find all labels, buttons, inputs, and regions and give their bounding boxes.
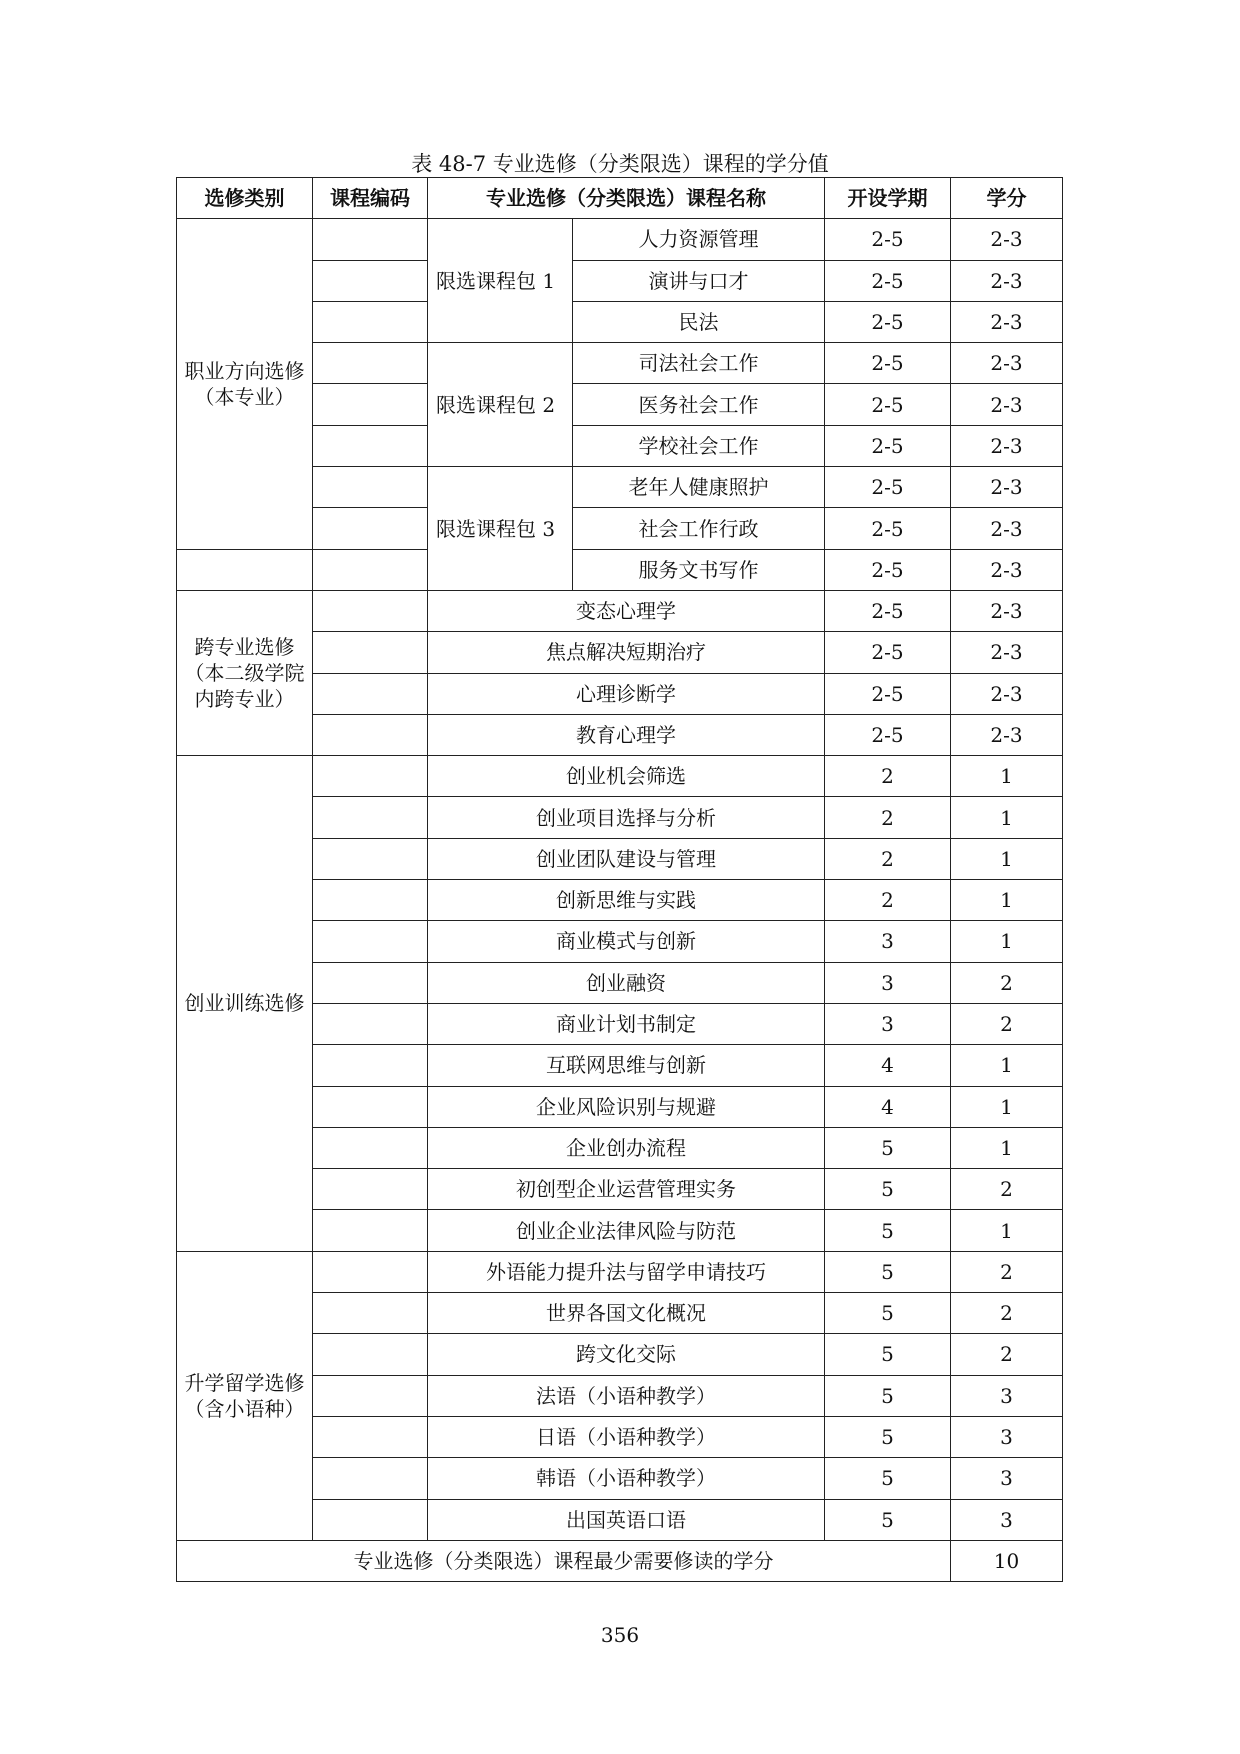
semester-cell: 2 bbox=[825, 797, 951, 838]
course-name-cell: 社会工作行政 bbox=[573, 508, 825, 549]
credit-cell: 1 bbox=[951, 1045, 1063, 1086]
credit-cell: 2-3 bbox=[951, 549, 1063, 590]
course-code-cell bbox=[313, 343, 428, 384]
course-code-cell bbox=[313, 756, 428, 797]
course-code-cell bbox=[313, 714, 428, 755]
course-code-cell bbox=[313, 880, 428, 921]
semester-cell: 2 bbox=[825, 880, 951, 921]
semester-cell: 5 bbox=[825, 1458, 951, 1499]
course-name-cell: 焦点解决短期治疗 bbox=[428, 632, 825, 673]
category-cell bbox=[177, 1251, 313, 1540]
credit-cell: 2 bbox=[951, 1169, 1063, 1210]
course-name-cell: 创业团队建设与管理 bbox=[428, 838, 825, 879]
credit-cell: 2-3 bbox=[951, 301, 1063, 342]
table-row bbox=[177, 549, 1063, 590]
course-code-cell bbox=[313, 1416, 428, 1457]
table-row bbox=[177, 756, 1063, 797]
credit-cell: 1 bbox=[951, 1127, 1063, 1168]
credit-cell: 2-3 bbox=[951, 425, 1063, 466]
credit-table bbox=[176, 177, 1063, 1582]
credit-cell: 2-3 bbox=[951, 632, 1063, 673]
category-cell bbox=[177, 756, 313, 1252]
table-caption: 表 48-7 专业选修（分类限选）课程的学分值 bbox=[411, 152, 829, 176]
semester-cell: 2-5 bbox=[825, 549, 951, 590]
total-label: 专业选修（分类限选）课程最少需要修读的学分 bbox=[177, 1540, 951, 1581]
course-name-cell: 企业风险识别与规避 bbox=[428, 1086, 825, 1127]
course-name-cell: 变态心理学 bbox=[428, 590, 825, 631]
course-name-cell: 日语（小语种教学） bbox=[428, 1416, 825, 1457]
semester-cell: 5 bbox=[825, 1334, 951, 1375]
credit-cell: 2-3 bbox=[951, 343, 1063, 384]
course-code-cell bbox=[313, 425, 428, 466]
credit-cell: 2-3 bbox=[951, 508, 1063, 549]
course-name-cell: 教育心理学 bbox=[428, 714, 825, 755]
category-line: （含小语种） bbox=[184, 1396, 305, 1421]
semester-cell: 3 bbox=[825, 962, 951, 1003]
course-name-cell: 外语能力提升法与留学申请技巧 bbox=[428, 1251, 825, 1292]
course-code-cell bbox=[313, 962, 428, 1003]
semester-cell: 2-5 bbox=[825, 632, 951, 673]
course-name-cell: 创业企业法律风险与防范 bbox=[428, 1210, 825, 1251]
credit-cell: 2-3 bbox=[951, 384, 1063, 425]
credit-cell: 2-3 bbox=[951, 714, 1063, 755]
semester-cell: 2-5 bbox=[825, 384, 951, 425]
course-name-cell: 人力资源管理 bbox=[573, 219, 825, 260]
semester-cell: 5 bbox=[825, 1169, 951, 1210]
credit-cell: 2 bbox=[951, 1334, 1063, 1375]
credit-cell: 3 bbox=[951, 1375, 1063, 1416]
course-code-cell bbox=[313, 1086, 428, 1127]
course-name-cell: 跨文化交际 bbox=[428, 1334, 825, 1375]
category-line: 跨专业选修 bbox=[194, 635, 295, 660]
course-name-cell: 民法 bbox=[573, 301, 825, 342]
course-code-cell bbox=[313, 921, 428, 962]
course-code-cell bbox=[313, 1210, 428, 1251]
course-code-cell bbox=[313, 1251, 428, 1292]
course-name-cell: 商业计划书制定 bbox=[428, 1003, 825, 1044]
course-name-cell: 企业创办流程 bbox=[428, 1127, 825, 1168]
category-cell bbox=[177, 590, 313, 755]
semester-cell: 4 bbox=[825, 1045, 951, 1086]
header-credit: 学分 bbox=[951, 178, 1063, 219]
course-name-cell: 演讲与口才 bbox=[573, 260, 825, 301]
semester-cell: 5 bbox=[825, 1375, 951, 1416]
course-code-cell bbox=[313, 219, 428, 260]
course-name-cell: 初创型企业运营管理实务 bbox=[428, 1169, 825, 1210]
course-code-cell bbox=[313, 260, 428, 301]
course-name-cell: 互联网思维与创新 bbox=[428, 1045, 825, 1086]
semester-cell: 2-5 bbox=[825, 508, 951, 549]
course-name-cell: 商业模式与创新 bbox=[428, 921, 825, 962]
semester-cell: 5 bbox=[825, 1293, 951, 1334]
course-code-cell bbox=[313, 1334, 428, 1375]
course-code-cell bbox=[313, 590, 428, 631]
credit-cell: 1 bbox=[951, 756, 1063, 797]
header-row bbox=[177, 178, 1063, 219]
course-code-cell bbox=[313, 1375, 428, 1416]
page-number: 356 bbox=[600, 1623, 640, 1647]
header-category: 选修类别 bbox=[177, 178, 313, 219]
credit-cell: 3 bbox=[951, 1458, 1063, 1499]
credit-cell: 1 bbox=[951, 797, 1063, 838]
credit-cell: 1 bbox=[951, 1086, 1063, 1127]
category-line: 内跨专业） bbox=[194, 687, 295, 712]
category-line: 职业方向选修 bbox=[184, 358, 305, 383]
credit-cell: 2-3 bbox=[951, 673, 1063, 714]
course-code-cell bbox=[313, 384, 428, 425]
semester-cell: 2-5 bbox=[825, 260, 951, 301]
semester-cell: 2-5 bbox=[825, 219, 951, 260]
credit-cell: 1 bbox=[951, 921, 1063, 962]
semester-cell: 3 bbox=[825, 1003, 951, 1044]
table-row bbox=[177, 590, 1063, 631]
credit-cell: 2 bbox=[951, 962, 1063, 1003]
credit-cell: 1 bbox=[951, 1210, 1063, 1251]
semester-cell: 2-5 bbox=[825, 714, 951, 755]
header-name: 专业选修（分类限选）课程名称 bbox=[428, 178, 825, 219]
credit-cell: 2-3 bbox=[951, 467, 1063, 508]
credit-cell: 2 bbox=[951, 1003, 1063, 1044]
course-name-cell: 创业机会筛选 bbox=[428, 756, 825, 797]
course-code-cell bbox=[313, 797, 428, 838]
semester-cell: 5 bbox=[825, 1210, 951, 1251]
semester-cell: 5 bbox=[825, 1251, 951, 1292]
credit-cell: 1 bbox=[951, 838, 1063, 879]
course-code-cell bbox=[313, 838, 428, 879]
course-name-cell: 服务文书写作 bbox=[573, 549, 825, 590]
semester-cell: 2-5 bbox=[825, 673, 951, 714]
semester-cell: 2-5 bbox=[825, 343, 951, 384]
package-cell: 限选课程包 3 bbox=[428, 467, 573, 591]
course-code-cell bbox=[313, 508, 428, 549]
category-line: 创业训练选修 bbox=[184, 991, 305, 1016]
course-code-cell bbox=[313, 549, 428, 590]
package-cell: 限选课程包 2 bbox=[428, 343, 573, 467]
semester-cell: 2-5 bbox=[825, 590, 951, 631]
course-name-cell: 学校社会工作 bbox=[573, 425, 825, 466]
course-code-cell bbox=[313, 673, 428, 714]
course-name-cell: 医务社会工作 bbox=[573, 384, 825, 425]
semester-cell: 2-5 bbox=[825, 467, 951, 508]
package-cell: 限选课程包 1 bbox=[428, 219, 573, 343]
semester-cell: 4 bbox=[825, 1086, 951, 1127]
credit-cell: 2 bbox=[951, 1293, 1063, 1334]
semester-cell: 2 bbox=[825, 838, 951, 879]
course-code-cell bbox=[313, 467, 428, 508]
course-code-cell bbox=[313, 1499, 428, 1540]
category-line: （本专业） bbox=[194, 384, 295, 409]
course-name-cell: 创新思维与实践 bbox=[428, 880, 825, 921]
credit-cell: 3 bbox=[951, 1416, 1063, 1457]
course-code-cell bbox=[313, 1045, 428, 1086]
category-cell bbox=[177, 219, 313, 549]
header-code: 课程编码 bbox=[313, 178, 428, 219]
course-name-cell: 老年人健康照护 bbox=[573, 467, 825, 508]
credit-cell: 2 bbox=[951, 1251, 1063, 1292]
total-credit: 10 bbox=[951, 1540, 1063, 1581]
table-row bbox=[177, 1251, 1063, 1292]
semester-cell: 2-5 bbox=[825, 301, 951, 342]
course-code-cell bbox=[313, 301, 428, 342]
course-name-cell: 世界各国文化概况 bbox=[428, 1293, 825, 1334]
course-code-cell bbox=[313, 1293, 428, 1334]
course-name-cell: 法语（小语种教学） bbox=[428, 1375, 825, 1416]
credit-cell: 2-3 bbox=[951, 260, 1063, 301]
total-row bbox=[177, 1540, 1063, 1581]
course-code-cell bbox=[313, 1458, 428, 1499]
course-name-cell: 创业融资 bbox=[428, 962, 825, 1003]
semester-cell: 5 bbox=[825, 1499, 951, 1540]
credit-cell: 2-3 bbox=[951, 590, 1063, 631]
table-row bbox=[177, 219, 1063, 260]
credit-cell: 3 bbox=[951, 1499, 1063, 1540]
semester-cell: 2 bbox=[825, 756, 951, 797]
course-code-cell bbox=[313, 632, 428, 673]
credit-cell: 1 bbox=[951, 880, 1063, 921]
course-name-cell: 司法社会工作 bbox=[573, 343, 825, 384]
semester-cell: 5 bbox=[825, 1127, 951, 1168]
course-name-cell: 创业项目选择与分析 bbox=[428, 797, 825, 838]
semester-cell: 3 bbox=[825, 921, 951, 962]
semester-cell: 2-5 bbox=[825, 425, 951, 466]
category-line: （本二级学院 bbox=[184, 661, 305, 686]
category-line: 升学留学选修 bbox=[184, 1370, 305, 1395]
category-cell-empty bbox=[177, 549, 313, 590]
semester-cell: 5 bbox=[825, 1416, 951, 1457]
credit-cell: 2-3 bbox=[951, 219, 1063, 260]
header-semester: 开设学期 bbox=[825, 178, 951, 219]
course-name-cell: 心理诊断学 bbox=[428, 673, 825, 714]
course-code-cell bbox=[313, 1169, 428, 1210]
course-name-cell: 出国英语口语 bbox=[428, 1499, 825, 1540]
course-name-cell: 韩语（小语种教学） bbox=[428, 1458, 825, 1499]
course-code-cell bbox=[313, 1127, 428, 1168]
course-code-cell bbox=[313, 1003, 428, 1044]
